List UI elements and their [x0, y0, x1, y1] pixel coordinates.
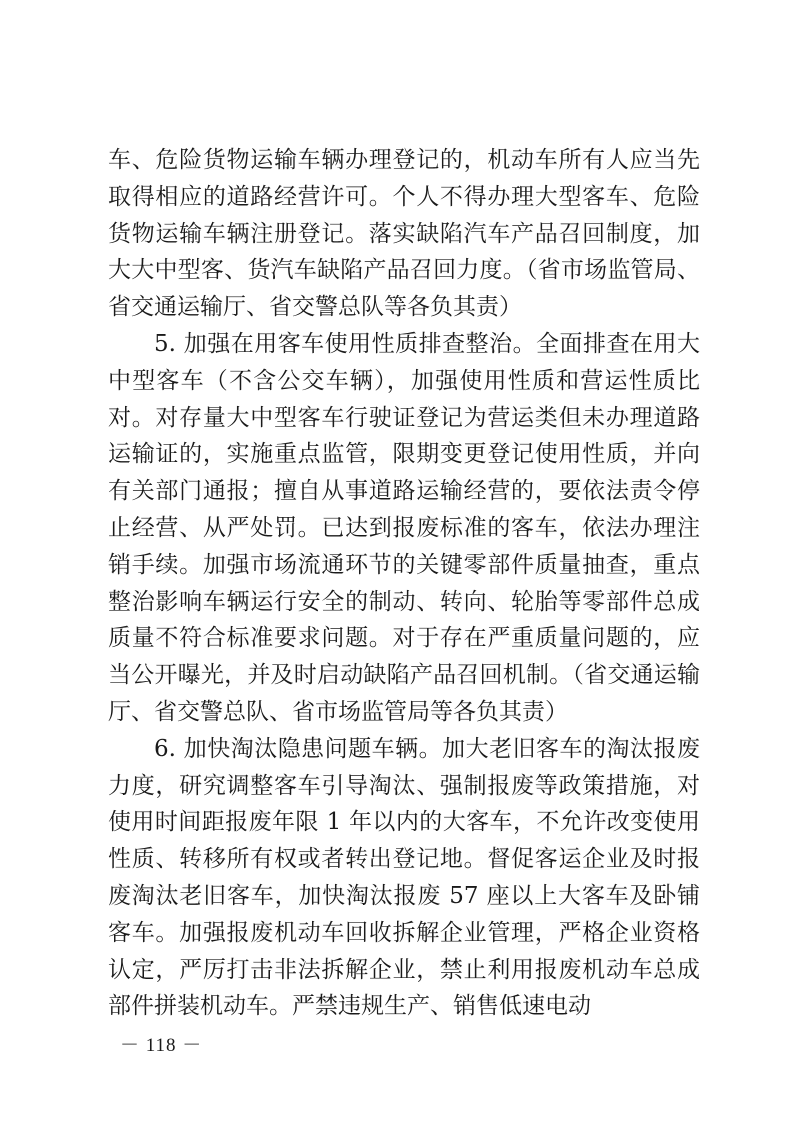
paragraph-item-6: 6. 加快淘汰隐患问题车辆。加大老旧客车的淘汰报废力度，研究调整客车引导淘汰、强制报废等政策措施，对使用时间距报废年限 1 年以内的大客车，不允许改变使用性质、转移所有权或者转出登记地。督促客运企业及时报废淘汰老旧客车，加快淘汰报废 57 座以上大客车及卧铺客车。加强报废机动车回收拆解企业管理，严格企业资格认定，严厉打击非法拆解企业，禁止利用报废机动车总成部件拼装机动车。严禁违规生产、销售低速电动 — [108, 735, 700, 1020]
paragraph-continued: 车、危险货物运输车辆办理登记的，机动车所有人应当先取得相应的道路经营许可。个人不得办理大型客车、危险货物运输车辆注册登记。落实缺陷汽车产品召回制度，加大大中型客、货汽车缺陷产品召回力度。（省市场监管局、省交通运输厅、省交警总队等各负其责） — [108, 147, 700, 321]
page-number: － 118 － — [120, 1035, 203, 1056]
body-text — [108, 142, 700, 1025]
paragraph-item-5: 5. 加强在用客车使用性质排查整治。全面排查在用大中型客车（不含公交车辆），加强使用性质和营运性质比对。对存量大中型客车行驶证登记为营运类但未办理道路运输证的，实施重点监管，限期变更登记使用性质，并向有关部门通报；擅自从事道路运输经营的，要依法责令停止经营、从严处罚。已达到报废标准的客车，依法办理注销手续。加强市场流通环节的关键零部件质量抽查，重点整治影响车辆运行安全的制动、转向、轮胎等零部件总成质量不符合标准要求问题。对于存在严重质量问题的，应当公开曝光，并及时启动缺陷产品召回机制。（省交通运输厅、省交警总队、省市场监管局等各负其责） — [108, 330, 700, 725]
